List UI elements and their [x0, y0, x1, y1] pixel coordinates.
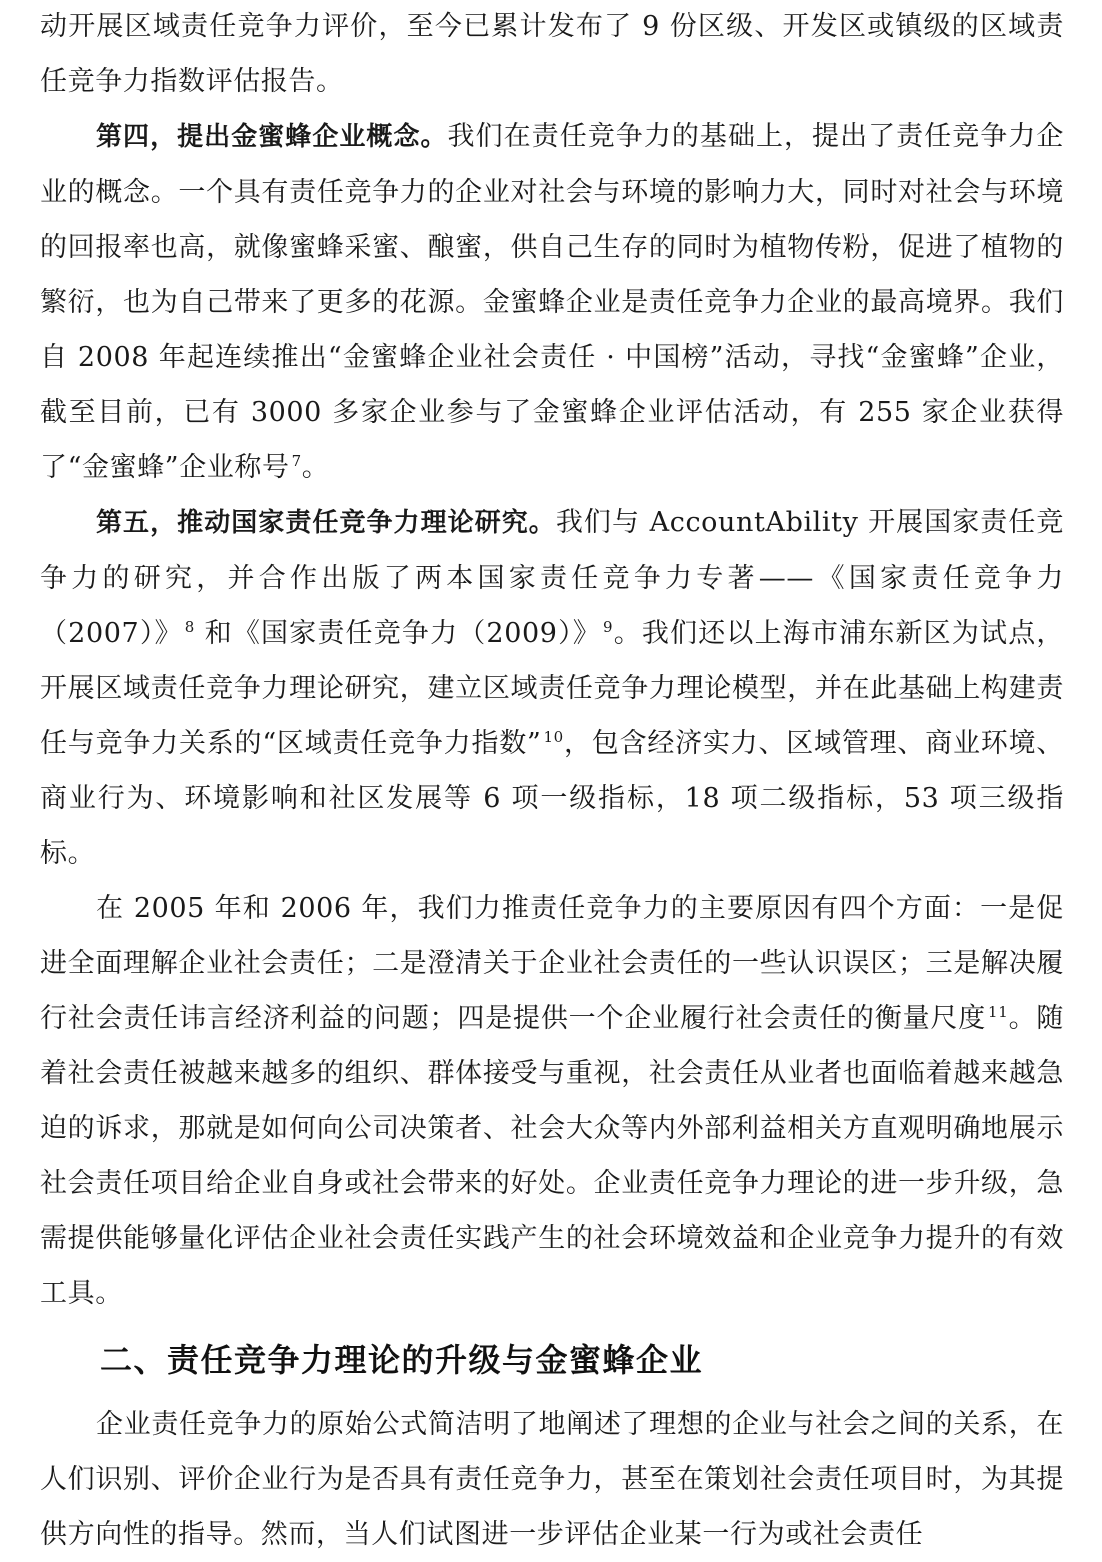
paragraph-text: 在 2005 年和 2006 年，我们力推责任竞争力的主要原因有四个方面：一是促进全面理解企业社会责任；二是澄清关于企业社会责任的一些认识误区；三是解决履行社会责任讳言经济利益的问题；四是提供一个企业履行社会责任的衡量尺度 [40, 893, 1064, 1034]
footnote-ref: 11 [988, 1003, 1009, 1021]
paragraph-reasons [40, 881, 1064, 1321]
paragraph-text: 。我们还以上海市浦东新区为试点，开展区域责任竞争力理论研究，建立区域责任竞争力理论模型，并在此基础上构建责任与竞争力关系的“区域责任竞争力指数” [40, 618, 1064, 759]
paragraph-text: 我们在责任竞争力的基础上，提出了责任竞争力企业的概念。一个具有责任竞争力的企业对社会与环境的影响力大，同时对社会与环境的回报率也高，就像蜜蜂采蜜、酿蜜，供自己生存的同时为植物传粉，促进了植物的繁衍，也为自己带来了更多的花源。金蜜蜂企业是责任竞争力企业的最高境界。我们自 2008 年起连续推出“金蜜蜂企业社会责任 · 中国榜”活动，寻找“金蜜蜂”企业，截至目前，已有 3000 多家企业参与了金蜜蜂企业评估活动，有 255 家企业获得了“金蜜蜂”企业称号 [40, 121, 1064, 483]
paragraph-text: 和《国家责任竞争力（2009）》 [194, 618, 601, 649]
footnote-ref: 10 [543, 728, 564, 746]
footnote-ref: 8 [184, 618, 195, 636]
paragraph-fourth-point [40, 109, 1064, 495]
bold-lead-in: 第五，推动国家责任竞争力理论研究。 [96, 508, 556, 538]
paragraph-formula [40, 1397, 1064, 1562]
section-heading: 二、责任竞争力理论的升级与金蜜蜂企业 [100, 1341, 704, 1379]
paragraph-fifth-point [40, 495, 1064, 881]
paragraph-text: ，包含经济实力、区域管理、商业环境、商业行为、环境影响和社区发展等 6 项一级指标，18 项二级指标，53 项三级指标。 [40, 728, 1064, 869]
paragraph-continued [40, 0, 1064, 109]
paragraph-text: 。随着社会责任被越来越多的组织、群体接受与重视，社会责任从业者也面临着越来越急迫的诉求，那就是如何向公司决策者、社会大众等内外部利益相关方直观明确地展示社会责任项目给企业自身或社会带来的好处。企业责任竞争力理论的进一步升级，急需提供能够量化评估企业社会责任实践产生的社会环境效益和企业竞争力提升的有效工具。 [40, 1003, 1064, 1309]
paragraph-text: 我们与 AccountAbility 开展国家责任竞争力的研究，并合作出版了两本国家责任竞争力专著——《国家责任竞争力（2007）》 [40, 507, 1064, 649]
bold-lead-in: 第四，提出金蜜蜂企业概念。 [96, 122, 448, 152]
paragraph-text-end: 。 [301, 452, 330, 483]
paragraph-text: 动开展区域责任竞争力评价，至今已累计发布了 9 份区级、开发区或镇级的区域责任竞争力指数评估报告。 [40, 11, 1064, 97]
footnote-ref: 7 [291, 452, 302, 470]
paragraph-text: 企业责任竞争力的原始公式简洁明了地阐述了理想的企业与社会之间的关系，在人们识别、评价企业行为是否具有责任竞争力，甚至在策划社会责任项目时，为其提供方向性的指导。然而，当人们试图进一步评估企业某一行为或社会责任 [40, 1409, 1064, 1550]
footnote-ref: 9 [602, 618, 614, 636]
